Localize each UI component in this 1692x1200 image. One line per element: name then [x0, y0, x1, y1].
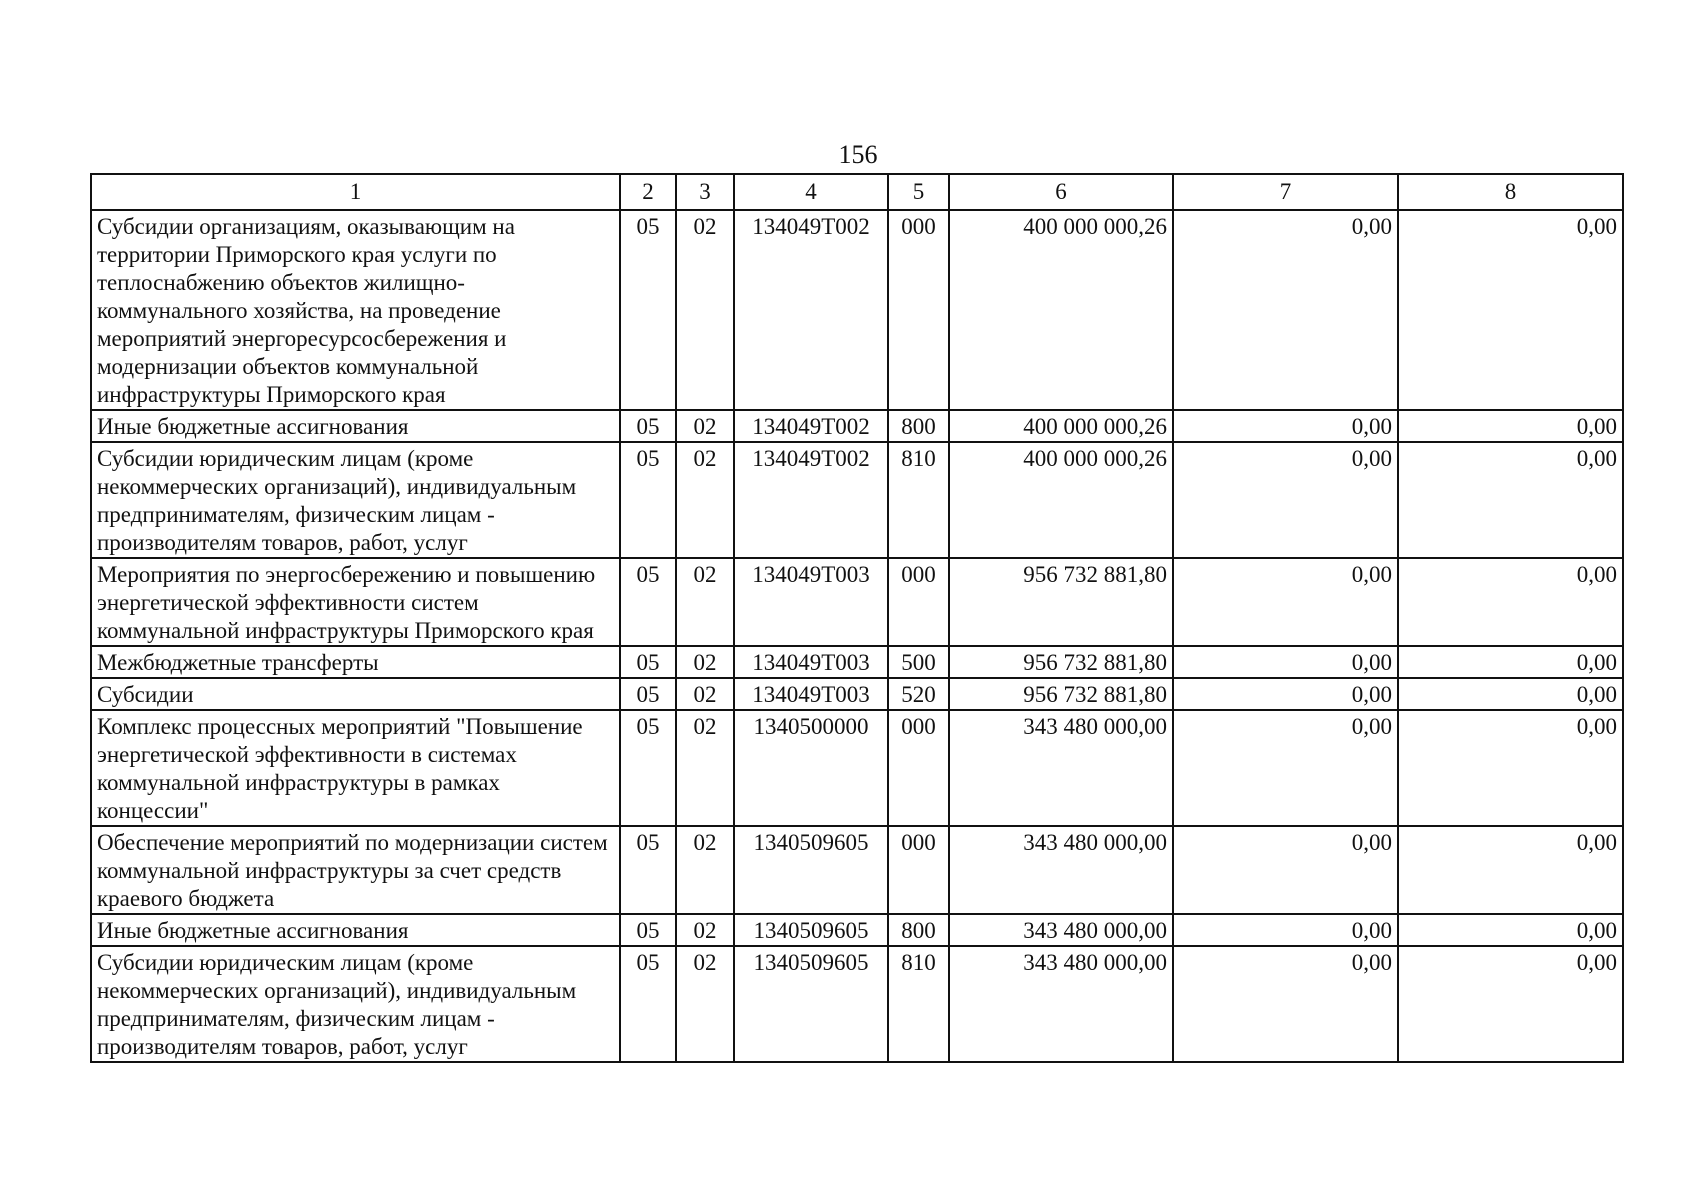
table-row	[91, 678, 1623, 710]
row-sum-3: 0,00	[1398, 914, 1623, 946]
row-target: 134049Т002	[734, 210, 888, 410]
row-sum-2: 0,00	[1173, 710, 1398, 826]
row-name: Иные бюджетные ассигнования	[91, 914, 620, 946]
row-subsection: 02	[676, 914, 734, 946]
row-sum-1: 400 000 000,26	[949, 442, 1173, 558]
row-type: 800	[888, 410, 949, 442]
row-subsection: 02	[676, 410, 734, 442]
row-sum-3: 0,00	[1398, 826, 1623, 914]
column-header-8: 8	[1398, 174, 1623, 210]
table-row	[91, 914, 1623, 946]
row-type: 500	[888, 646, 949, 678]
row-name: Субсидии юридическим лицам (кроме некоммерческих организаций), индивидуальным предпринимателям, физическим лицам - производителям товаров, работ, услуг	[91, 442, 620, 558]
row-type: 000	[888, 710, 949, 826]
row-type: 520	[888, 678, 949, 710]
column-header-7: 7	[1173, 174, 1398, 210]
row-sum-1: 343 480 000,00	[949, 826, 1173, 914]
table-row	[91, 410, 1623, 442]
column-header-2: 2	[620, 174, 676, 210]
budget-table	[90, 173, 1624, 1063]
row-type: 810	[888, 442, 949, 558]
row-target: 134049Т003	[734, 678, 888, 710]
row-target: 1340509605	[734, 946, 888, 1062]
row-sum-2: 0,00	[1173, 826, 1398, 914]
row-type: 000	[888, 826, 949, 914]
row-name: Обеспечение мероприятий по модернизации систем коммунальной инфраструктуры за счет средств краевого бюджета	[91, 826, 620, 914]
row-sum-1: 956 732 881,80	[949, 678, 1173, 710]
row-sum-3: 0,00	[1398, 558, 1623, 646]
row-sum-2: 0,00	[1173, 914, 1398, 946]
row-subsection: 02	[676, 646, 734, 678]
row-subsection: 02	[676, 210, 734, 410]
table-row	[91, 710, 1623, 826]
row-sum-1: 343 480 000,00	[949, 914, 1173, 946]
row-sum-1: 343 480 000,00	[949, 946, 1173, 1062]
row-name: Субсидии организациям, оказывающим на территории Приморского края услуги по теплоснабжению объектов жилищно-коммунального хозяйства, на проведение мероприятий энергоресурсосбережения и модернизации объектов коммунальной инфраструктуры Приморского края	[91, 210, 620, 410]
row-section: 05	[620, 678, 676, 710]
row-target: 1340500000	[734, 710, 888, 826]
row-sum-2: 0,00	[1173, 442, 1398, 558]
row-type: 000	[888, 558, 949, 646]
column-header-1: 1	[91, 174, 620, 210]
row-section: 05	[620, 826, 676, 914]
table-body	[91, 210, 1623, 1062]
row-target: 1340509605	[734, 914, 888, 946]
row-sum-3: 0,00	[1398, 210, 1623, 410]
column-header-3: 3	[676, 174, 734, 210]
row-name: Межбюджетные трансферты	[91, 646, 620, 678]
row-target: 134049Т003	[734, 558, 888, 646]
table-header	[91, 174, 1623, 210]
row-section: 05	[620, 646, 676, 678]
row-section: 05	[620, 558, 676, 646]
row-sum-3: 0,00	[1398, 410, 1623, 442]
row-sum-2: 0,00	[1173, 946, 1398, 1062]
row-sum-2: 0,00	[1173, 646, 1398, 678]
row-sum-3: 0,00	[1398, 442, 1623, 558]
row-type: 800	[888, 914, 949, 946]
column-header-6: 6	[949, 174, 1173, 210]
row-type: 810	[888, 946, 949, 1062]
row-sum-3: 0,00	[1398, 946, 1623, 1062]
row-sum-3: 0,00	[1398, 678, 1623, 710]
row-sum-1: 956 732 881,80	[949, 558, 1173, 646]
row-subsection: 02	[676, 946, 734, 1062]
table-row	[91, 946, 1623, 1062]
row-sum-1: 400 000 000,26	[949, 410, 1173, 442]
column-header-4: 4	[734, 174, 888, 210]
row-target: 134049Т002	[734, 442, 888, 558]
row-section: 05	[620, 442, 676, 558]
row-subsection: 02	[676, 442, 734, 558]
row-sum-3: 0,00	[1398, 646, 1623, 678]
header-row	[91, 174, 1623, 210]
row-subsection: 02	[676, 678, 734, 710]
page-number: 156	[838, 140, 878, 169]
row-section: 05	[620, 410, 676, 442]
row-name: Мероприятия по энергосбережению и повышению энергетической эффективности систем коммунальной инфраструктуры Приморского края	[91, 558, 620, 646]
row-sum-2: 0,00	[1173, 558, 1398, 646]
row-name: Иные бюджетные ассигнования	[91, 410, 620, 442]
row-target: 134049Т003	[734, 646, 888, 678]
row-name: Комплекс процессных мероприятий "Повышение энергетической эффективности в системах коммунальной инфраструктуры в рамках концессии"	[91, 710, 620, 826]
table-row	[91, 558, 1623, 646]
row-sum-3: 0,00	[1398, 710, 1623, 826]
table-row	[91, 826, 1623, 914]
row-sum-2: 0,00	[1173, 410, 1398, 442]
table-row	[91, 646, 1623, 678]
row-name: Субсидии	[91, 678, 620, 710]
row-sum-2: 0,00	[1173, 210, 1398, 410]
row-sum-2: 0,00	[1173, 678, 1398, 710]
row-sum-1: 343 480 000,00	[949, 710, 1173, 826]
row-subsection: 02	[676, 558, 734, 646]
row-type: 000	[888, 210, 949, 410]
row-subsection: 02	[676, 826, 734, 914]
row-name: Субсидии юридическим лицам (кроме некоммерческих организаций), индивидуальным предпринимателям, физическим лицам - производителям товаров, работ, услуг	[91, 946, 620, 1062]
row-subsection: 02	[676, 710, 734, 826]
row-target: 134049Т002	[734, 410, 888, 442]
row-sum-1: 956 732 881,80	[949, 646, 1173, 678]
row-section: 05	[620, 946, 676, 1062]
row-sum-1: 400 000 000,26	[949, 210, 1173, 410]
column-header-5: 5	[888, 174, 949, 210]
row-section: 05	[620, 710, 676, 826]
table-row	[91, 442, 1623, 558]
row-target: 1340509605	[734, 826, 888, 914]
row-section: 05	[620, 210, 676, 410]
row-section: 05	[620, 914, 676, 946]
table-row	[91, 210, 1623, 410]
